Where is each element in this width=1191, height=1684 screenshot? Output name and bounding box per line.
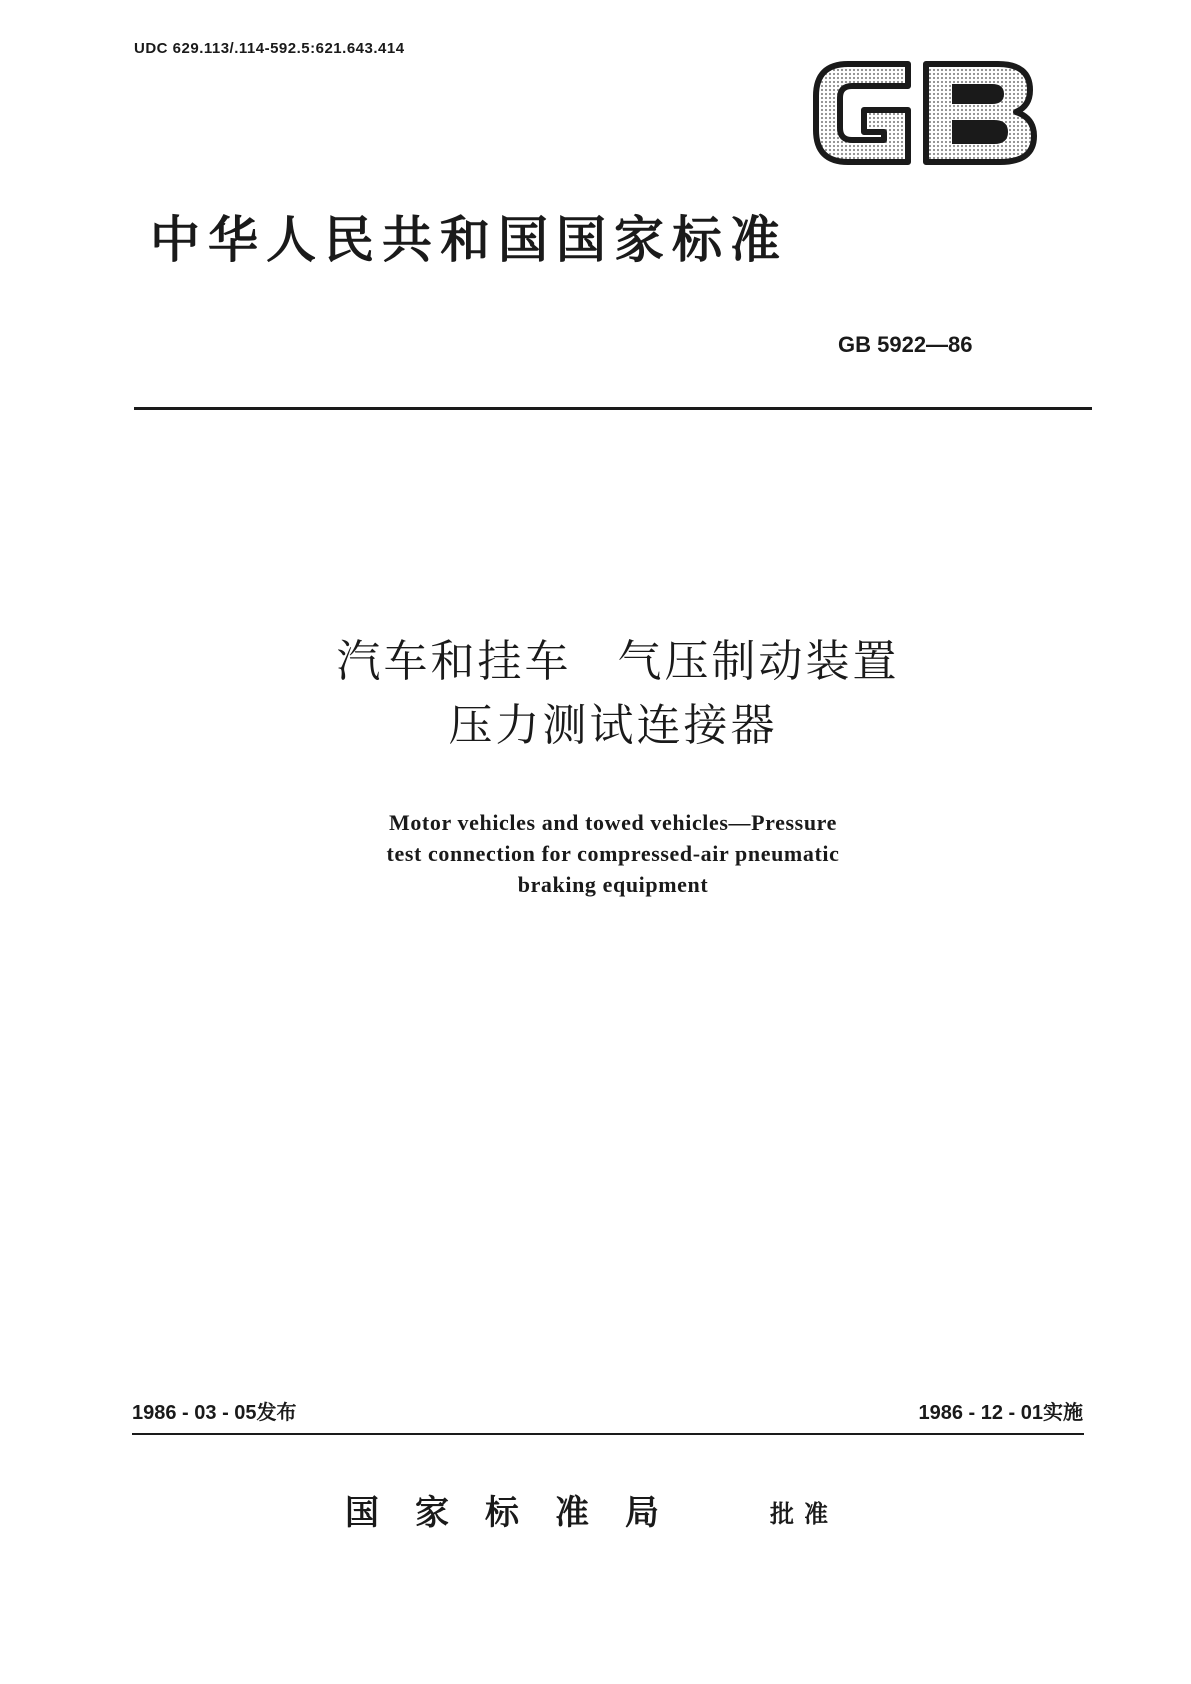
chinese-title-line-1 [134,630,1092,694]
english-title-line-3: braking equipment [517,872,709,897]
standard-title: 中华人民共和国国家标准 [150,211,788,269]
standard-number: GB 5922—86 [838,332,973,357]
chinese-title-part-a: 汽车和挂车 [336,636,572,687]
english-title-line-2: test connection for compressed-air pneumatic [386,841,840,866]
issuing-authority: 国家标准局 [345,1493,695,1533]
udc-code: UDC 629.113/.114-592.5:621.643.414 [134,40,405,57]
approval-text: 批准 [770,1500,838,1528]
gb-logo [808,52,1040,172]
bottom-rule [132,1433,1084,1435]
issued-date: 1986 - 03 - 05发布 [132,1402,297,1424]
english-title [134,807,1092,900]
top-rule [134,407,1092,410]
chinese-title [134,630,1092,758]
chinese-title-line-2: 压力测试连接器 [448,700,778,751]
chinese-title-part-b: 气压制动装置 [617,636,900,687]
english-title-line-1: Motor vehicles and towed vehicles—Pressure [388,810,838,835]
effective-date: 1986 - 12 - 01实施 [918,1402,1083,1424]
